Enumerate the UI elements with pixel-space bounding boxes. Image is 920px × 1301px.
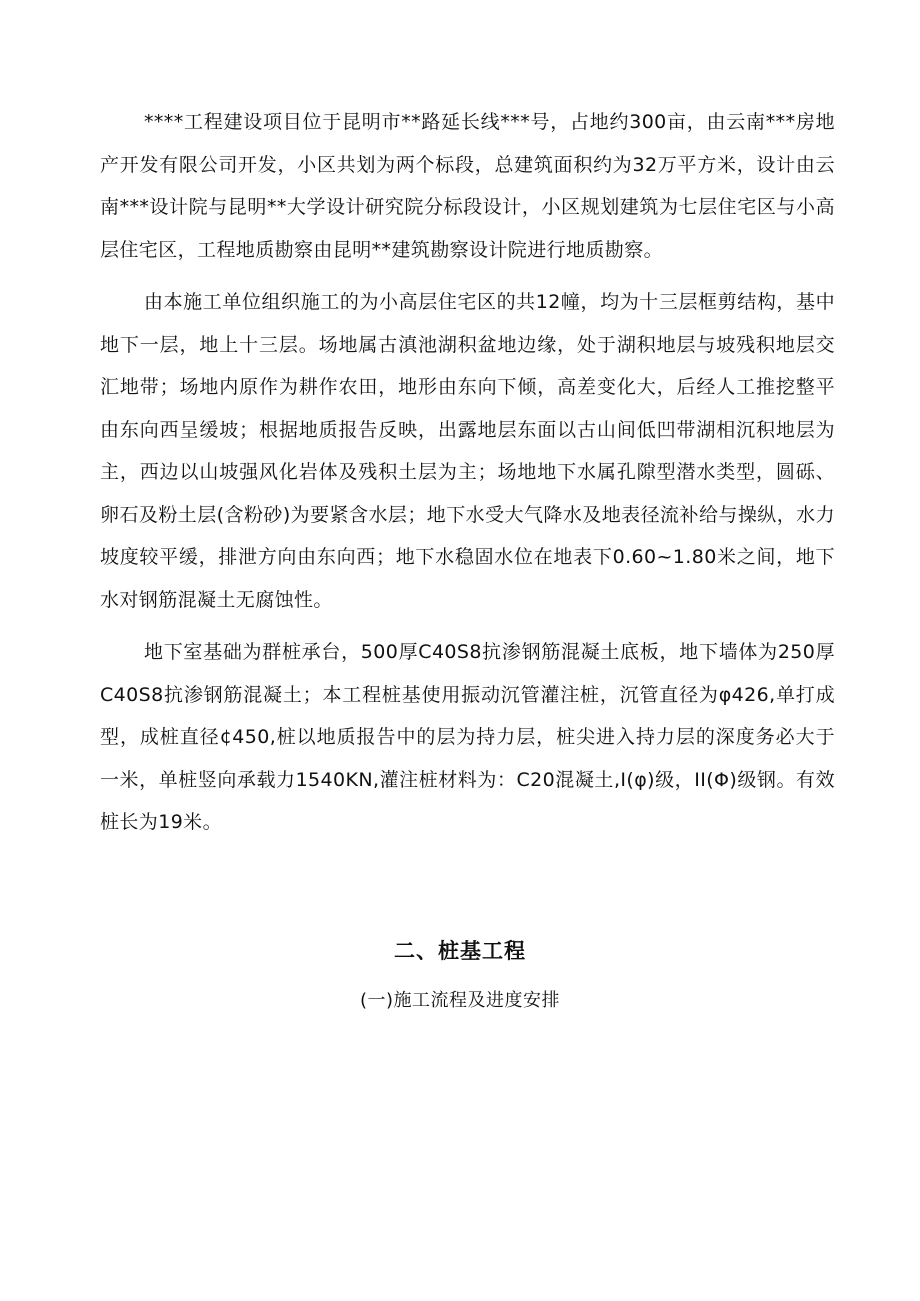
sub-heading: (一)施工流程及进度安排 — [359, 990, 561, 1011]
paragraph-site-conditions: 由本施工单位组织施工的为小高层住宅区的共12幢，均为十三层框剪结构，基中地下一层，地上十三层。场地属古滇池湖积盆地边缘，处于湖积地层与坡残积地层交汇地带；场地内原作为耕作农田，地形由东向下倾，高差变化大，后经人工推挖整平由东向西呈缓坡；根据地质报告反映，出露地层东面以古山间低凹带湖相沉积地层为主，西边以山坡强风化岩体及残积土层为主；场地地下水属孔隙型潜水类型，圆砾、卵石及粉土层(含粉砂)为要紧含水层；地下水受大气降水及地表径流补给与操纵，水力坡度较平缓，排泄方向由东向西；地下水稳固水位在地表下0.60~1.80米之间，地下水对钢筋混凝土无腐蚀性。 — [100, 291, 835, 611]
paragraph-foundation-details: 地下室基础为群桩承台，500厚C40S8抗渗钢筋混凝土底板，地下墙体为250厚C40S8抗渗钢筋混凝土；本工程桩基使用振动沉管灌注桩，沉管直径为φ426,单打成型，成桩直径¢450,桩以地质报告中的层为持力层，桩尖进入持力层的深度务必大于一米，单桩竖向承载力1540KN,灌注桩材料为：C20混凝土,I(φ)级，II(Φ)级钢。有效桩长为19米。 — [100, 641, 835, 833]
body-text — [100, 101, 835, 854]
section-heading: 二、桩基工程 — [394, 939, 526, 963]
paragraph-project-overview: ****工程建设项目位于昆明市**路延长线***号，占地约300亩，由云南***房地产开发有限公司开发，小区共划为两个标段，总建筑面积约为32万平方米，设计由云南***设计院与昆明**大学设计研究院分标段设计，小区规划建筑为七层住宅区与小高层住宅区，工程地质勘察由昆明**建筑勘察设计院进行地质勘察。 — [100, 111, 835, 261]
